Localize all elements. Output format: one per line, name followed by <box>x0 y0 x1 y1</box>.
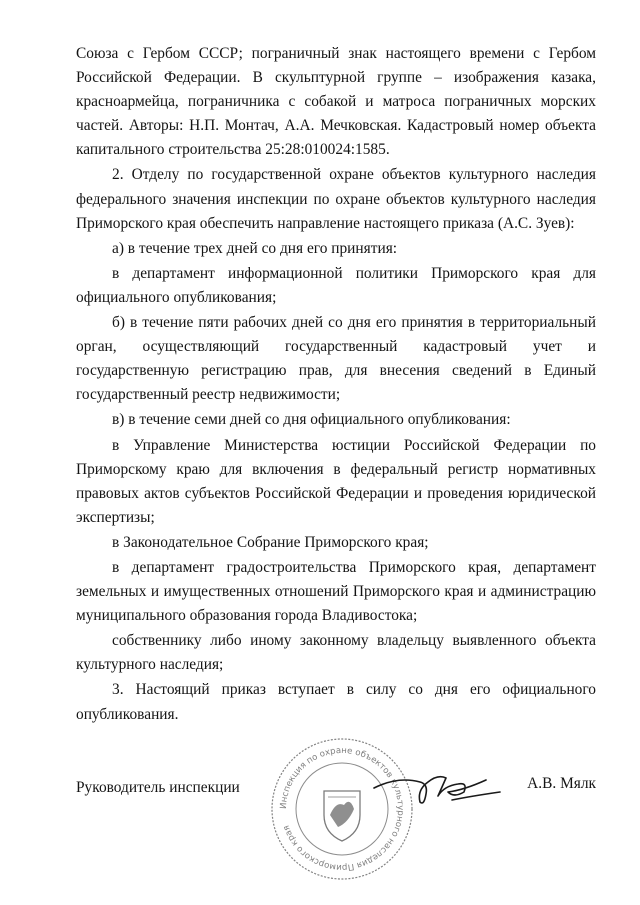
paragraph-recipient-owner: собственнику либо иному законному владельцу выявленного объекта культурного наследия; <box>76 632 596 674</box>
paragraph-item-3: 3. Настоящий приказ вступает в силу со дня его официального опубликования. <box>76 681 596 723</box>
signatory-name: А.В. Мялк <box>527 775 596 792</box>
paragraph-item-2: 2. Отделу по государственной охране объектов культурного наследия федерального значения инспекции по охране объектов культурного наследия Приморского края обеспечить направление настоящего приказа (А.С. Зуев): <box>76 166 596 232</box>
paragraph-subitem-v: в) в течение семи дней со дня официального опубликования: <box>112 411 511 429</box>
paragraph-recipient-info-policy: в департамент информационной политики Приморского края для официального опубликования; <box>76 264 596 306</box>
document-body <box>76 42 596 728</box>
signatory-role: Руководитель инспекции <box>76 779 240 796</box>
paragraph-recipient-departments: в департамент градостроительства Приморского края, департамент земельных и имущественных отношений Приморского края и администрацию муниципального образования города Владивостока; <box>76 558 596 625</box>
seal-ring-text: Инспекция по охране объектов культурного наследия Приморского края <box>278 745 406 873</box>
coat-of-arms-icon <box>324 791 360 841</box>
paragraph-object-description: Союза с Гербом СССР; пограничный знак настоящего времени с Гербом Российской Федерации. В скульптурной группе – изображения казака, красноармейца, пограничника с собакой и матроса пограничных морских частей. Авторы: Н.П. Монтач, А.А. Мечковская. Кадастровый номер объекта капитального строительства 25:28:010024:1585. <box>76 45 596 159</box>
paragraph-subitem-b: б) в течение пяти рабочих дней со дня его принятия в территориальный орган, осуществляющий государственный кадастровый учет и государственную регистрацию прав, для внесения сведений в Единый государственный реестр недвижимости; <box>76 314 596 404</box>
paragraph-recipient-justice: в Управление Министерства юстиции Российской Федерации по Приморскому краю для включения в федеральный регистр нормативных правовых актов субъектов Российской Федерации и проведения юридической экспертизы; <box>76 436 596 526</box>
handwritten-signature-icon <box>368 762 508 812</box>
paragraph-subitem-a: а) в течение трех дней со дня его принятия: <box>112 239 398 257</box>
paragraph-recipient-assembly: в Законодательное Собрание Приморского края; <box>112 533 429 551</box>
